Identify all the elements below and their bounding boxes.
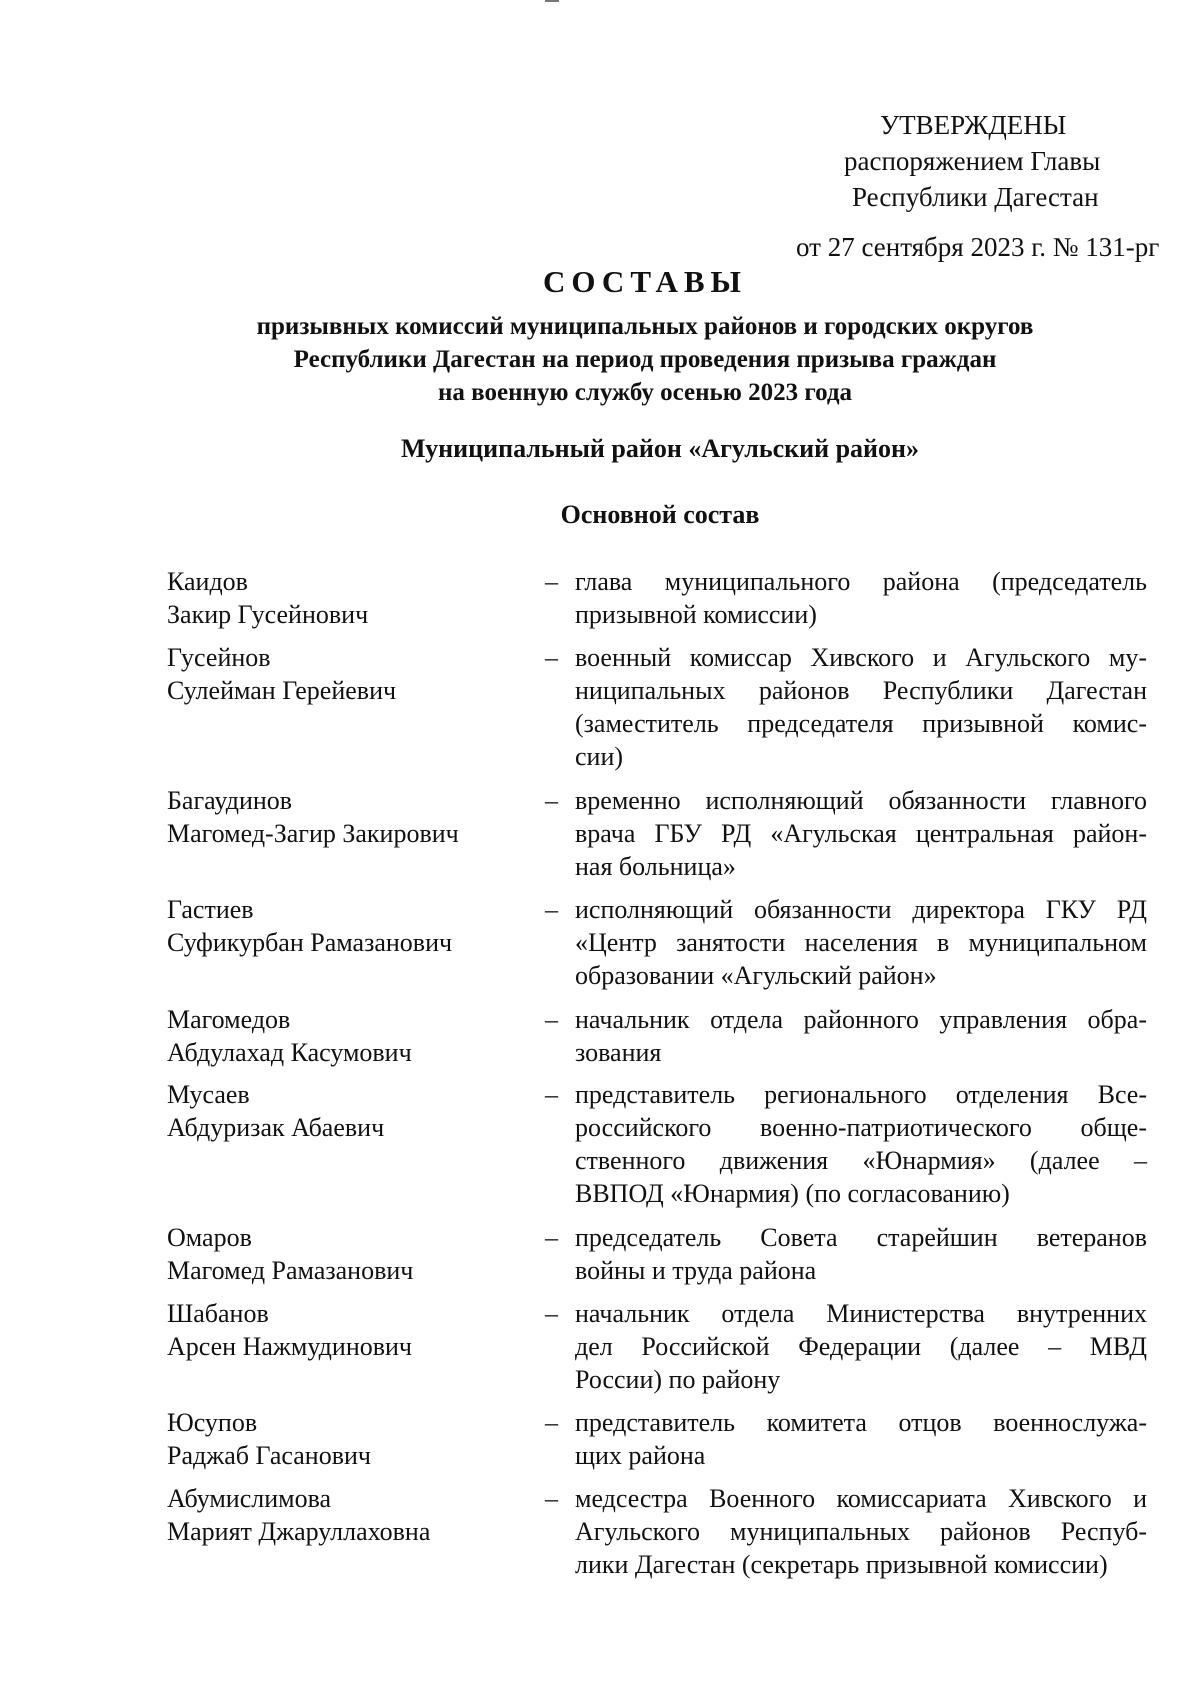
member-name xyxy=(167,641,507,707)
role-line: лики Дагестан (секретарь призывной комиссии) xyxy=(575,1550,1108,1579)
member-surname: Мусаев xyxy=(167,1080,250,1109)
document-title: СОСТАВЫ xyxy=(543,264,747,299)
member-name xyxy=(167,784,507,850)
dash-separator: – xyxy=(545,643,558,672)
member-name xyxy=(167,1221,507,1287)
member-given-name: Арсен Нажмудинович xyxy=(167,1332,413,1361)
member-given-name: Суфикурбан Рамазанович xyxy=(167,928,453,957)
role-line: глава муниципального района (председатель xyxy=(575,567,1147,596)
member-surname: Гастиев xyxy=(167,895,254,924)
member-surname: Юсупов xyxy=(167,1408,258,1437)
role-line: начальник отдела Министерства внутренних xyxy=(575,1299,1147,1328)
dash-separator: – xyxy=(545,1484,558,1513)
role-line: образовании «Агульский район» xyxy=(575,961,937,990)
member-name xyxy=(167,1406,507,1472)
member-given-name: Абдулахад Касумович xyxy=(167,1038,412,1067)
member-role xyxy=(575,893,1147,992)
member-given-name: Магомед Рамазанович xyxy=(167,1256,414,1285)
role-line: ственного движения «Юнармия» (далее – xyxy=(575,1146,1147,1175)
section-heading: Основной состав xyxy=(560,500,760,529)
member-given-name: Абдуризак Абаевич xyxy=(167,1113,385,1142)
role-line: временно исполняющий обязанности главного xyxy=(575,786,1147,815)
role-line: Агульского муниципальных районов Респуб- xyxy=(575,1517,1147,1546)
member-given-name: Марият Джаруллаховна xyxy=(167,1517,431,1546)
dash-separator: – xyxy=(545,1223,558,1252)
role-line: ниципальных районов Республики Дагестан xyxy=(575,676,1147,705)
role-line: (заместитель председателя призывной комис- xyxy=(575,709,1147,738)
role-line: представитель регионального отделения Все- xyxy=(575,1080,1147,1109)
member-role xyxy=(575,565,1147,631)
member-role xyxy=(575,1482,1147,1581)
document-subtitle xyxy=(0,310,1200,409)
member-given-name: Закир Гусейнович xyxy=(167,600,369,629)
subtitle-line: на военную службу осенью 2023 года xyxy=(437,379,852,406)
member-name xyxy=(167,1297,507,1363)
member-role xyxy=(575,1406,1147,1472)
role-line: представитель комитета отцов военнослужа- xyxy=(575,1408,1147,1437)
member-surname: Багаудинов xyxy=(167,786,293,815)
role-line: дел Российской Федерации (далее – МВД xyxy=(575,1332,1147,1361)
member-name xyxy=(167,1078,507,1144)
member-role xyxy=(575,1078,1147,1210)
approval-order: распоряжением Главы xyxy=(844,146,1101,176)
dash-separator: – xyxy=(545,1299,558,1328)
role-line: ВВПОД «Юнармия) (по согласованию) xyxy=(575,1179,1010,1208)
dash-separator: – xyxy=(545,1408,558,1437)
member-name xyxy=(167,1482,507,1548)
member-role xyxy=(575,1297,1147,1396)
member-surname: Абумислимова xyxy=(167,1484,332,1513)
role-line: военный комиссар Хивского и Агульского му- xyxy=(575,643,1147,672)
role-line: зования xyxy=(575,1038,662,1067)
role-line: врача ГБУ РД «Агульская центральная район- xyxy=(575,819,1147,848)
role-line: медсестра Военного комиссариата Хивского и xyxy=(575,1484,1147,1513)
member-name xyxy=(167,565,507,631)
role-line: призывной комиссии) xyxy=(575,600,817,629)
member-role xyxy=(575,784,1147,883)
role-line: России) по району xyxy=(575,1365,781,1394)
member-given-name: Раджаб Гасанович xyxy=(167,1441,371,1470)
dash-separator: – xyxy=(545,895,558,924)
scan-artifact-top xyxy=(545,0,559,2)
member-role xyxy=(575,1003,1147,1069)
role-line: начальник отдела районного управления обра- xyxy=(575,1005,1147,1034)
dash-separator: – xyxy=(545,786,558,815)
member-role xyxy=(575,641,1147,773)
role-line: российского военно-патриотического обще- xyxy=(575,1113,1147,1142)
dash-separator: – xyxy=(545,1080,558,1109)
subtitle-line: призывных комиссий муниципальных районов и городских округов xyxy=(256,313,1034,340)
member-name xyxy=(167,1003,507,1069)
approval-date-number: от 27 сентября 2023 г. № 131-рг xyxy=(796,232,1160,262)
member-surname: Гусейнов xyxy=(167,643,271,672)
member-name xyxy=(167,893,507,959)
member-given-name: Сулейман Герейевич xyxy=(167,676,397,705)
member-given-name: Магомед-Загир Закирович xyxy=(167,819,459,848)
role-line: войны и труда района xyxy=(575,1256,817,1285)
role-line: председатель Совета старейшин ветеранов xyxy=(575,1223,1147,1252)
member-surname: Омаров xyxy=(167,1223,252,1252)
dash-separator: – xyxy=(545,567,558,596)
member-surname: Каидов xyxy=(167,567,248,596)
member-surname: Шабанов xyxy=(167,1299,269,1328)
role-line: «Центр занятости населения в муниципальном xyxy=(575,928,1147,957)
subtitle-line: Республики Дагестан на период проведения призыва граждан xyxy=(293,346,997,373)
dash-separator: – xyxy=(545,1005,558,1034)
approval-heading: УТВЕРЖДЕНЫ xyxy=(880,110,1067,140)
approval-authority: Республики Дагестан xyxy=(852,182,1099,212)
role-line: исполняющий обязанности директора ГКУ РД xyxy=(575,895,1147,924)
role-line: сии) xyxy=(575,742,624,771)
member-surname: Магомедов xyxy=(167,1005,291,1034)
district-heading: Муниципальный район «Агульский район» xyxy=(400,434,920,463)
member-role xyxy=(575,1221,1147,1287)
role-line: щих района xyxy=(575,1441,706,1470)
role-line: ная больница» xyxy=(575,852,736,881)
